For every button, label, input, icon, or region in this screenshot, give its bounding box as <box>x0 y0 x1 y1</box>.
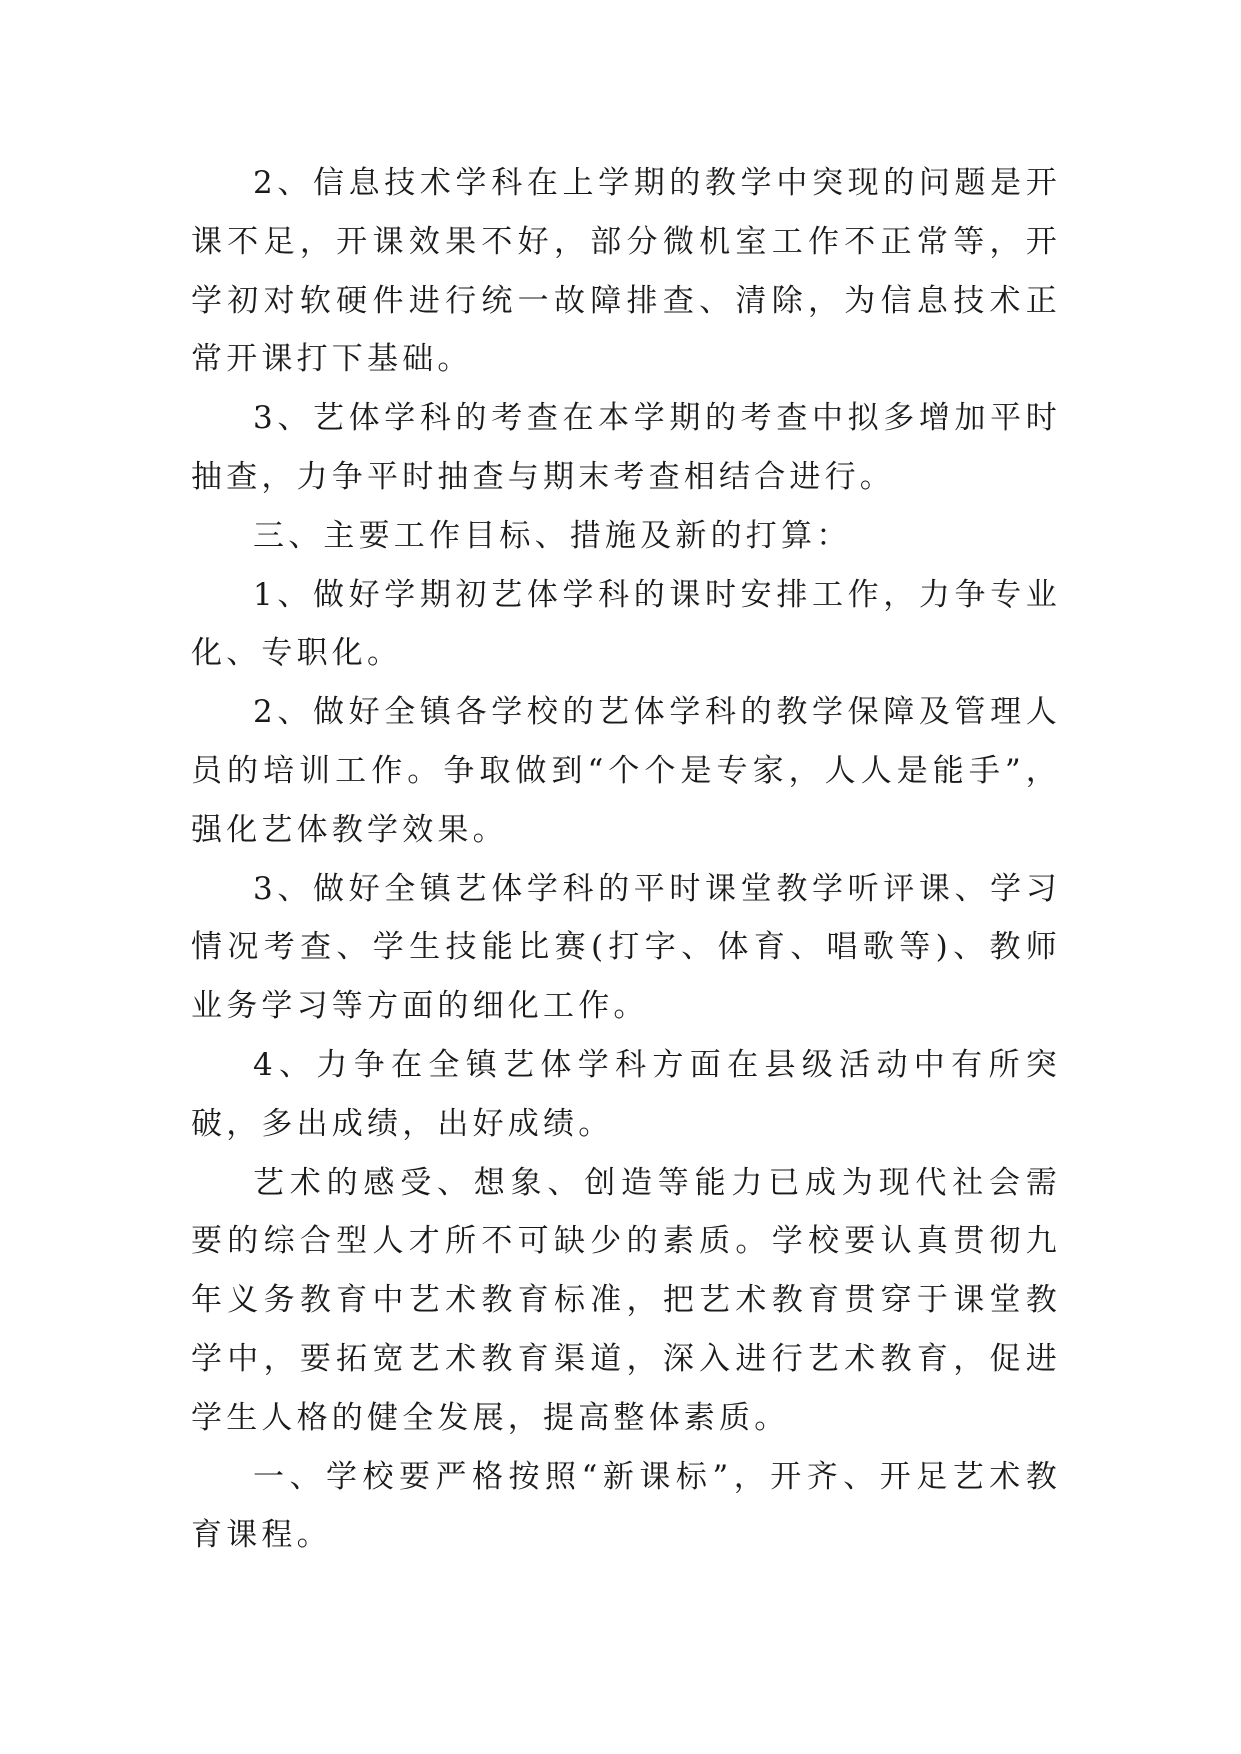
document-body <box>191 154 1061 1565</box>
section-heading-goals: 三、主要工作目标、措施及新的打算： <box>253 517 852 554</box>
paragraph-goal-1: 1、做好学期初艺体学科的课时安排工作，力争专业化、专职化。 <box>191 576 1061 672</box>
paragraph-it-subject-issues: 2、信息技术学科在上学期的教学中突现的问题是开课不足，开课效果不好，部分微机室工作不正常等，开学初对软硬件进行统一故障排查、清除，为信息技术正常开课打下基础。 <box>191 165 1061 378</box>
paragraph-arts-education: 艺术的感受、想象、创造等能力已成为现代社会需要的综合型人才所不可缺少的素质。学校要认真贯彻九年义务教育中艺术教育标准，把艺术教育贯穿于课堂教学中，要拓宽艺术教育渠道，深入进行艺术教育，促进学生人格的健全发展，提高整体素质。 <box>191 1164 1061 1436</box>
paragraph-goal-2: 2、做好全镇各学校的艺体学科的教学保障及管理人员的培训工作。争取做到“个个是专家，人人是能手”，强化艺体教学效果。 <box>191 694 1061 848</box>
paragraph-curriculum: 一、学校要严格按照“新课标”，开齐、开足艺术教育课程。 <box>191 1458 1061 1554</box>
paragraph-goal-3: 3、做好全镇艺体学科的平时课堂教学听评课、学习情况考查、学生技能比赛(打字、体育、唱歌等)、教师业务学习等方面的细化工作。 <box>191 870 1061 1025</box>
paragraph-goal-4: 4、力争在全镇艺体学科方面在县级活动中有所突破，多出成绩，出好成绩。 <box>191 1046 1061 1142</box>
paragraph-arts-assessment: 3、艺体学科的考查在本学期的考查中拟多增加平时抽查，力争平时抽查与期末考查相结合进行。 <box>191 400 1061 495</box>
